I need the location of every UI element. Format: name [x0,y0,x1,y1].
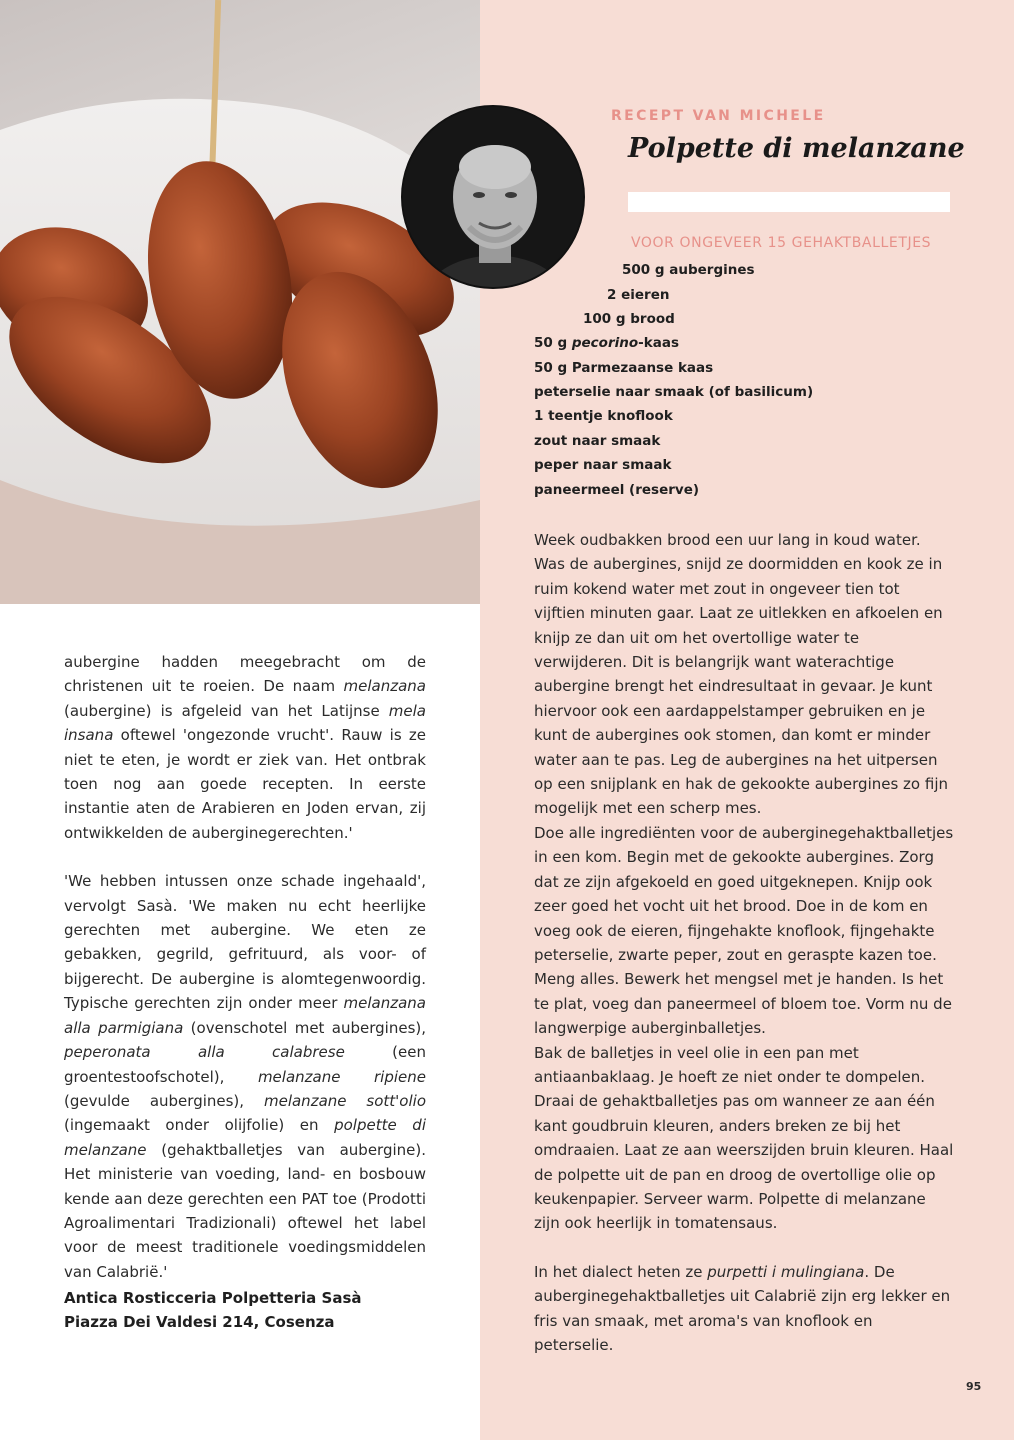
ingredient-item: 500 g aubergines [622,262,755,278]
italic-term: polpette di melanzane [64,1116,426,1159]
ingredient-item: peterselie naar smaak (of basilicum) [534,384,814,400]
text-run: (ingemaakt onder olijfolie) en [64,1116,335,1135]
address-street: Piazza Dei Valdesi 214, Cosenza [64,1313,335,1331]
ingredient-item: 100 g brood [583,311,675,327]
ingredient-item: paneermeel (reserve) [534,482,700,498]
ingredient-item: 1 teentje knoflook [534,408,673,424]
white-bar [628,192,950,212]
page-number: 95 [966,1380,982,1393]
recipe-kicker: RECEPT VAN MICHELE [611,108,826,124]
text-run: oftewel 'ongezonde vrucht'. Rauw is ze niet te eten, je wordt er ziek van. Het ontbrak toen nog aan goede recepten. In eerste instantie aten de Arabieren en Joden ervan, zij ontwikkelden de auberginegerechten.' [64,726,426,842]
article-paragraph [64,650,426,845]
instruction-paragraph: Doe alle ingrediënten voor de auberginegehaktballetjes in een kom. Begin met de gekookte aubergines. Zorg dat ze zijn afgekoeld en goed uitgeknepen. Knijp ook zeer goed het vocht uit het brood. Doe in de kom en voeg ook de eieren, fijngehakte knoflook, fijngehakte peterselie, zwarte peper, zout en geraspte kazen toe. Meng alles. Bewerk het mengsel met je handen. Is het te plat, voeg dan paneermeel of bloem toe. Vorm nu de langwerpige auberginballetjes. [534,823,954,1038]
ingredient-item: 50 g Parmezaanse kaas [534,360,714,376]
italic-term: melanzane ripiene [257,1067,427,1086]
text-run: (gevulde aubergines), [64,1091,264,1110]
italic-term: peperonata alla calabrese [64,1043,345,1062]
article-body [64,650,426,1284]
italic-term: melanzana [343,677,426,696]
text-run: (gehaktballetjes van aubergine). Het ministerie van voeding, land- en bosbouw kende aan deze gerechten een PAT toe (Prodotti Agroalimentari Tradizionali) oftewel het label voor de meest traditionele voedingsmiddelen van Calabrië.' [64,1140,426,1281]
ingredient-item: 2 eieren [607,287,670,303]
restaurant-address [64,1286,362,1334]
text-run: (ovenschotel met aubergines), [183,1018,426,1037]
ingredient-item: 50 g pecorino-kaas [534,335,679,351]
ingredient-item: peper naar smaak [534,457,672,473]
instruction-paragraph: Week oudbakken brood een uur lang in koud water. Was de aubergines, snijd ze doormidden en kook ze in ruim kokend water met zout in ongeveer tien tot vijftien minuten gaar. Laat ze uitlekken en afkoelen en knijp ze dan uit om het overtollige water te verwijderen. Dit is belangrijk want waterachtige aubergine brengt het eindresultaat in gevaar. Je kunt hiervoor ook een aardappelstamper gebruiken en je kunt de aubergines ook stomen, dan komt er minder water aan te pas. Leg de aubergines na het uitpersen op een snijplank en hak de gekookte aubergines zo fijn mogelijk met een scherp mes. [534,531,948,818]
recipe-yield: VOOR ONGEVEER 15 GEHAKTBALLETJES [631,235,932,251]
address-name: Antica Rosticceria Polpetteria Sasà [64,1289,362,1307]
ingredient-item: zout naar smaak [534,433,661,449]
text-run: 'We hebben intussen onze schade ingehaald', vervolgt Sasà. 'We maken nu echt heerlijke gerechten met aubergine. We eten ze gebakken, gegrild, gefrituurd, als voor- of bijgerecht. De aubergine is alomtegenwoordig. Typische gerechten zijn onder meer [64,872,426,1013]
recipe-instructions [534,528,954,1357]
article-paragraph [64,869,426,1284]
polpette-photo [0,0,480,604]
text-run: (een groentestoofschotel), [64,1043,426,1086]
italic-term: melanzana alla parmigiana [64,994,426,1037]
recipe-title: Polpette di melanzane [628,133,965,164]
italic-term: mela insana [64,701,426,745]
text-run: aubergine hadden meegebracht om de christenen uit te roeien. De naam [64,653,426,696]
dialect-paragraph: In het dialect heten ze purpetti i mulingiana. De auberginegehaktballetjes uit Calabrië zijn erg lekker en fris van smaak, met aroma's van knoflook en peterselie. [534,1262,951,1354]
chef-portrait [401,105,585,289]
text-run: (aubergine) is afgeleid van het Latijnse [64,701,389,720]
instruction-paragraph: Bak de balletjes in veel olie in een pan met antiaanbaklaag. Je hoeft ze niet onder te dompelen. Draai de gehaktballetjes pas om wanneer ze aan één kant goudbruin kleuren, anders breken ze bij het omdraaien. Laat ze aan weerszijden bruin kleuren. Haal de polpette uit de pan en droog de overtollige olie op keukenpapier. Serveer warm. Polpette di melanzane zijn ook heerlijk in tomatensaus. [534,1043,954,1233]
italic-term: melanzane sott'olio [263,1091,426,1110]
